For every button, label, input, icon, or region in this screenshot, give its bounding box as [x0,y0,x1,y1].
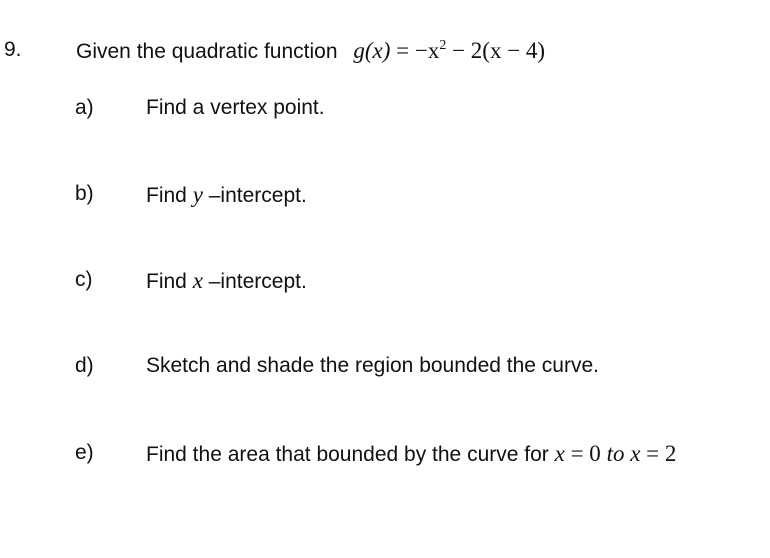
math-variable: x [192,268,203,293]
math-variable: x [554,441,565,466]
math-equals: = 0 [564,441,607,466]
function-rhs-b: − 2(x − 4) [446,38,546,63]
function-rhs-a: = −x [390,38,440,63]
function-lhs: g(x) [353,38,391,63]
function-equation [353,38,545,63]
math-variable: x [624,441,641,466]
question-number: 9. [4,38,22,61]
question-stem [76,38,545,64]
part-label: a) [75,96,94,119]
part-text: Find a vertex point. [146,96,325,119]
part-label: c) [75,268,93,291]
part-text: Find x –intercept. [146,268,307,293]
math-equals: = 2 [640,441,677,466]
part-text: Find the area that bounded by the curve for x = 0 to x = 2 [146,441,677,466]
part-text: Sketch and shade the region bounded the curve. [146,354,599,377]
part-label: e) [75,441,94,464]
part-label: d) [75,354,94,377]
stem-text: Given the quadratic function [76,40,338,63]
math-to: to [606,441,625,466]
function-exponent: 2 [439,38,447,53]
math-variable: y [192,182,203,207]
part-label: b) [75,182,94,205]
part-text: Find y –intercept. [146,182,307,207]
